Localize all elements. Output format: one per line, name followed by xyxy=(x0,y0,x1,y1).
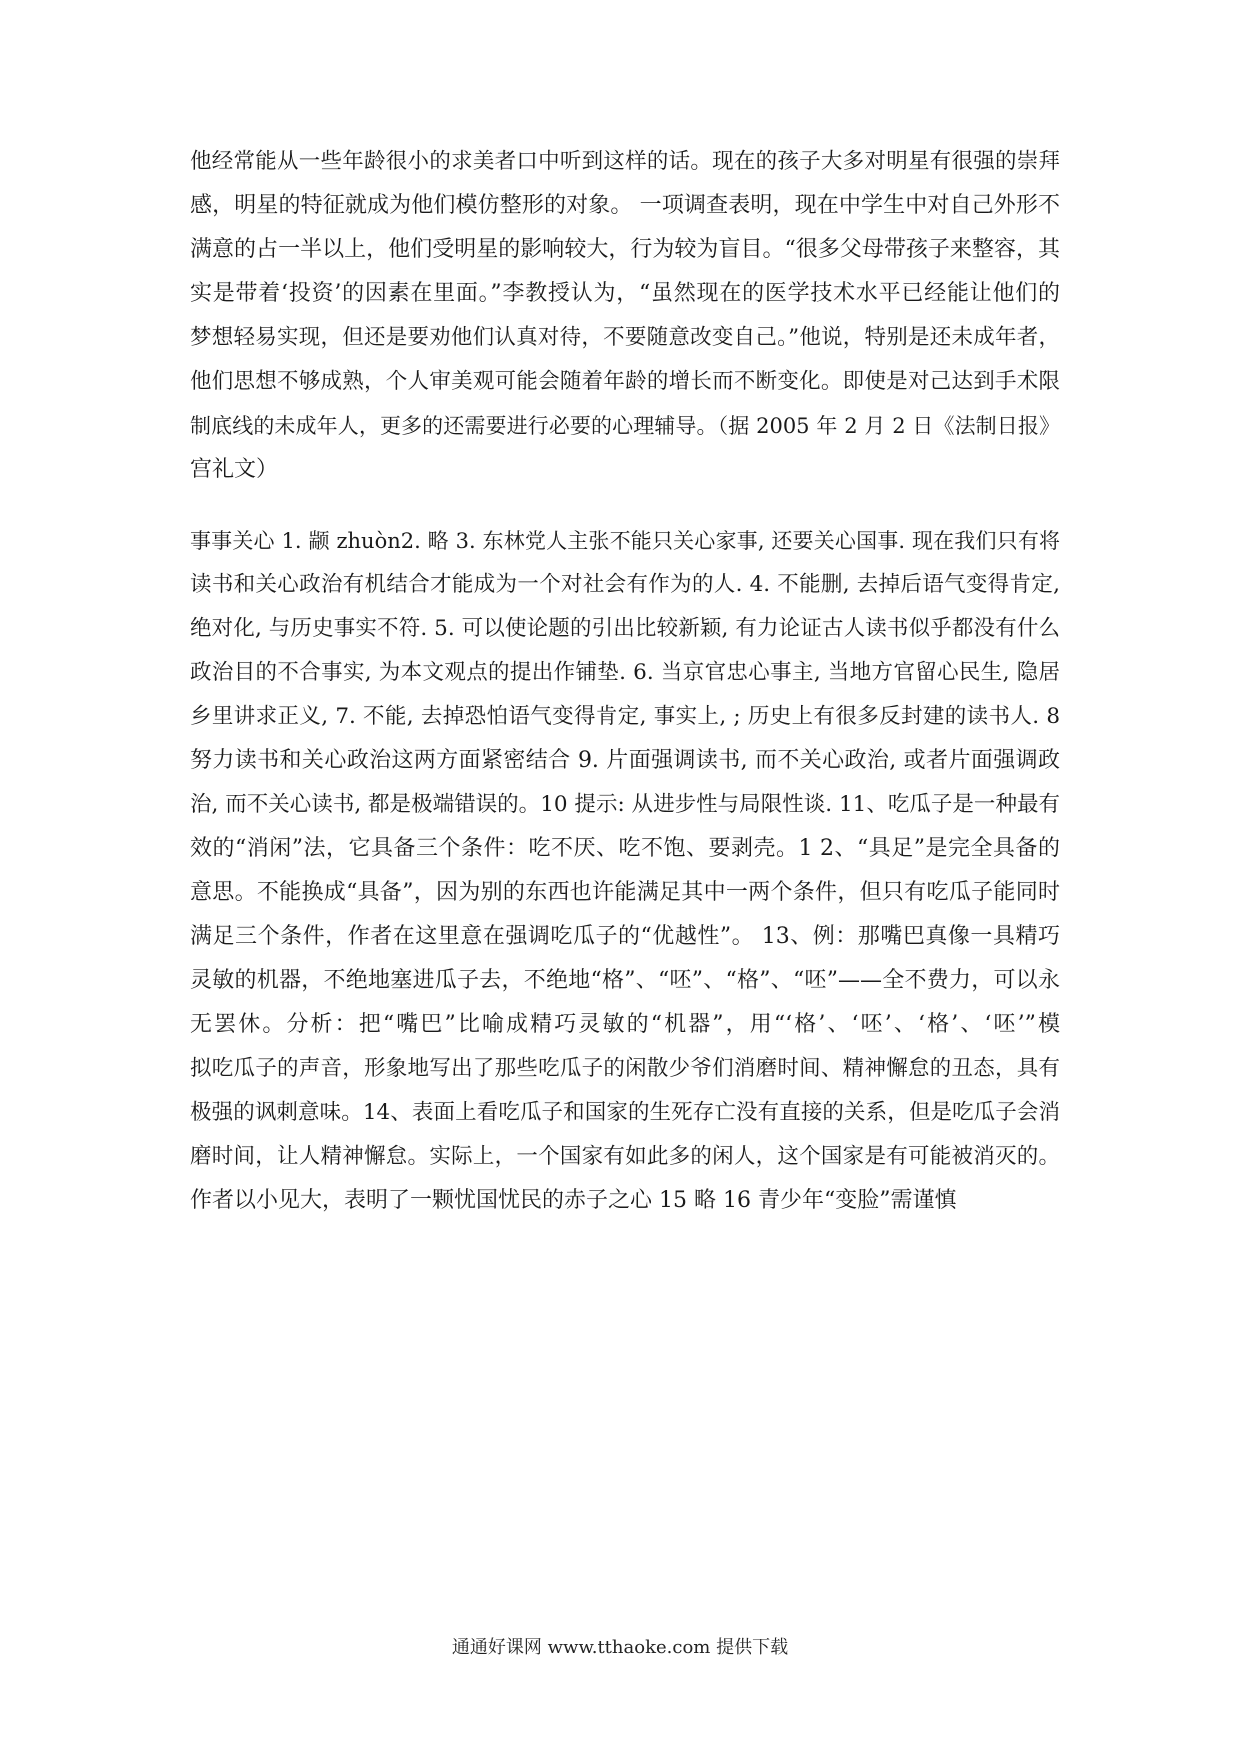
paragraph-2-line: 效的“消闲”法，它具备三个条件：吃不厌、吃不饱、要剥壳。1 2、“具足”是完全具备的 xyxy=(190,836,1060,861)
paragraph-2-line: 极强的讽刺意味。14、表面上看吃瓜子和国家的生死存亡没有直接的关系，但是吃瓜子会消 xyxy=(190,1100,1060,1125)
paragraph-1-line: 制底线的未成年人，更多的还需要进行必要的心理辅导。（据 2005 年 2 月 2 日《法制日报》 xyxy=(190,414,1060,438)
paragraph-1-line: 他们思想不够成熟，个人审美观可能会随着年龄的增长而不断变化。即使是对己达到手术限 xyxy=(190,369,1060,394)
paragraph-2-line: 磨时间，让人精神懈怠。实际上，一个国家有如此多的闲人，这个国家是有可能被消灭的。 xyxy=(190,1144,1060,1169)
paragraph-2-line: 拟吃瓜子的声音，形象地写出了那些吃瓜子的闲散少爷们消磨时间、精神懈怠的丑态，具有 xyxy=(190,1056,1060,1081)
paragraph-1-line: 梦想轻易实现，但还是要劝他们认真对待，不要随意改变自己。”他说，特别是还未成年者， xyxy=(190,325,1060,350)
paragraph-1-line: 感，明星的特征就成为他们模仿整形的对象。 一项调查表明，现在中学生中对自己外形不 xyxy=(190,193,1060,218)
page-footer: 通通好课网 www.tthaoke.com 提供下载 xyxy=(451,1637,789,1658)
paragraph-1-line: 宫礼文） xyxy=(190,457,279,482)
paragraph-1-line: 满意的占一半以上，他们受明星的影响较大，行为较为盲目。“很多父母带孩子来整容，其 xyxy=(190,237,1060,262)
paragraph-2-line: 绝对化, 与历史事实不符. 5. 可以使论题的引出比较新颖, 有力论证古人读书似乎都没有什么 xyxy=(190,616,1060,641)
paragraph-2-line: 治, 而不关心读书, 都是极端错误的。10 提示: 从进步性与局限性谈. 11、吃瓜子是一种最有 xyxy=(190,792,1060,817)
paragraph-2-line: 努力读书和关心政治这两方面紧密结合 9. 片面强调读书, 而不关心政治, 或者片面强调政 xyxy=(190,748,1060,773)
paragraph-2-line: 无罢休。分析：把“嘴巴”比喻成精巧灵敏的“机器”，用“‘格’、‘呸’、‘格’、‘呸’”模 xyxy=(190,1012,1060,1037)
paragraph-1-line: 实是带着‘投资’的因素在里面。”李教授认为，“虽然现在的医学技术水平已经能让他们的 xyxy=(190,281,1060,306)
paragraph-2-line: 满足三个条件，作者在这里意在强调吃瓜子的“优越性”。 13、例：那嘴巴真像一具精巧 xyxy=(190,924,1060,949)
paragraph-2-line: 事事关心 1. 颛 zhuòn2. 略 3. 东林党人主张不能只关心家事, 还要关心国事. 现在我们只有将 xyxy=(190,529,1060,553)
paragraph-2-line: 政治目的不合事实, 为本文观点的提出作铺垫. 6. 当京官忠心事主, 当地方官留心民生, 隐居 xyxy=(190,660,1060,685)
paragraph-2-line: 灵敏的机器，不绝地塞进瓜子去，不绝地“格”、“呸”、“格”、“呸”——全不费力，可以永 xyxy=(190,968,1060,993)
paragraph-2-line: 读书和关心政治有机结合才能成为一个对社会有作为的人. 4. 不能删, 去掉后语气变得肯定, xyxy=(190,572,1060,597)
paragraph-1-line: 他经常能从一些年龄很小的求美者口中听到这样的话。现在的孩子大多对明星有很强的崇拜 xyxy=(190,149,1060,174)
paragraph-2-line: 作者以小见大，表明了一颗忧国忧民的赤子之心 15 略 16 青少年“变脸”需谨慎 xyxy=(190,1188,957,1213)
paragraph-2-line: 意思。不能换成“具备”，因为别的东西也许能满足其中一两个条件，但只有吃瓜子能同时 xyxy=(190,880,1060,905)
paragraph-2-line: 乡里讲求正义, 7. 不能, 去掉恐怕语气变得肯定, 事实上, ; 历史上有很多反封建的读书人. 8 xyxy=(190,704,1060,729)
